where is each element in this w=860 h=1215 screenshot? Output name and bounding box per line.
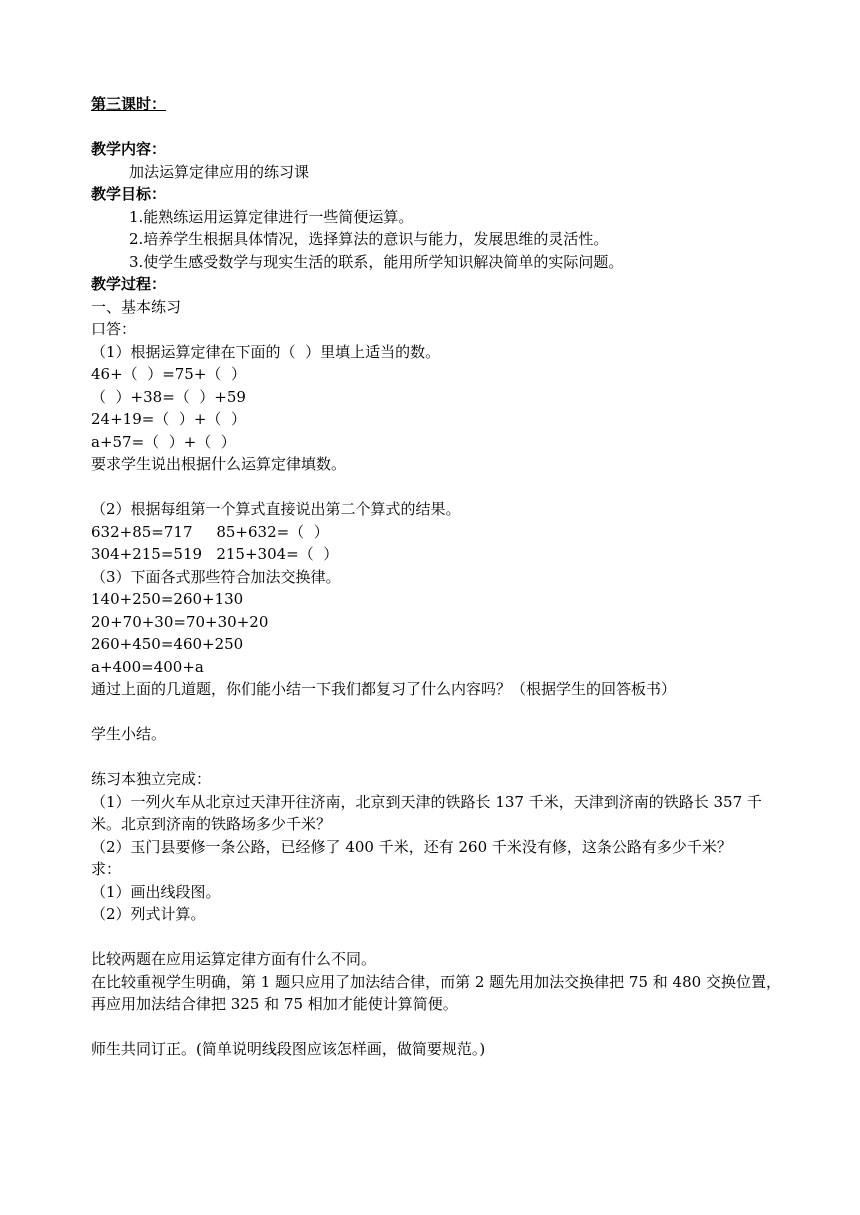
goals-heading: 教学目标：: [91, 185, 167, 203]
blank-line: [91, 1016, 781, 1039]
q1-item: （ ）+38=（ ）+59: [91, 387, 246, 406]
oral-label: 口答：: [91, 320, 137, 338]
summary-question: 通过上面的几道题，你们能小结一下我们都复习了什么内容吗？（根据学生的回答板书）: [91, 680, 677, 698]
goal-item: 3.使学生感受数学与现实生活的联系，能用所学知识解决简单的实际问题。: [129, 252, 624, 271]
question-1: （1）根据运算定律在下面的（ ）里填上适当的数。: [91, 342, 441, 361]
question-2: （2）根据每组第一个算式直接说出第二个算式的结果。: [91, 500, 461, 518]
content-heading: 教学内容：: [91, 140, 167, 158]
workbook-problem-1: （1）一列火车从北京过天津开往济南，北京到天津的铁路长 137 千米，天津到济南的铁路长 357 千米。北京到济南的铁路场多少千米？: [91, 792, 762, 833]
q3-item: 260+450=460+250: [91, 635, 244, 653]
require-item: （1）画出线段图。: [91, 882, 221, 901]
q3-item: 140+250=260+130: [91, 590, 244, 608]
q1-item: 46+（ ）=75+（ ）: [91, 365, 246, 383]
q1-item: 24+19=（ ）+（ ）: [91, 410, 246, 428]
blank-line: [91, 116, 781, 139]
part1-title: 一、基本练习: [91, 297, 182, 316]
workbook-problem-2: （2）玉门县要修一条公路，已经修了 400 千米，还有 260 千米没有修，这条公路有多少千米？: [91, 837, 732, 856]
lesson-title: 第三课时：: [91, 95, 167, 113]
goal-item: 2.培养学生根据具体情况，选择算法的意识与能力，发展思维的灵活性。: [129, 230, 609, 248]
q3-item: a+400=400+a: [91, 657, 204, 676]
require-item: （2）列式计算。: [91, 905, 206, 923]
q1-note: 要求学生说出根据什么运算定律填数。: [91, 455, 347, 473]
q2-item: 632+85=717 85+632=（ ）: [91, 522, 329, 541]
correct-text: 师生共同订正。(简单说明线段图应该怎样画，做简要规范。): [91, 1040, 486, 1058]
q1-item: a+57=（ ）+（ ）: [91, 432, 236, 451]
compare-text: 比较两题在应用运算定律方面有什么不同。: [91, 950, 377, 968]
blank-line: [91, 746, 781, 769]
explain-text: 在比较重视学生明确，第 1 题只应用了加法结合律，而第 2 题先用加法交换律把 75 和 480 交换位置，再应用加法结合律把 325 和 75 相加才能使计算简便。: [91, 972, 781, 1013]
question-3: （3）下面各式那些符合加法交换律。: [91, 567, 341, 586]
blank-line: [91, 926, 781, 949]
content-text: 加法运算定律应用的练习课: [129, 162, 310, 181]
blank-line: [91, 476, 781, 499]
require-label: 求：: [91, 860, 122, 878]
q2-item: 304+215=519 215+304=（ ）: [91, 545, 339, 563]
blank-line: [91, 701, 781, 724]
document-body: [91, 93, 781, 1061]
student-summary: 学生小结。: [91, 725, 167, 743]
process-heading: 教学过程：: [91, 275, 167, 293]
goal-item: 1.能熟练运用运算定律进行一些简便运算。: [129, 207, 414, 226]
workbook-label: 练习本独立完成：: [91, 770, 212, 788]
q3-item: 20+70+30=70+30+20: [91, 612, 269, 631]
